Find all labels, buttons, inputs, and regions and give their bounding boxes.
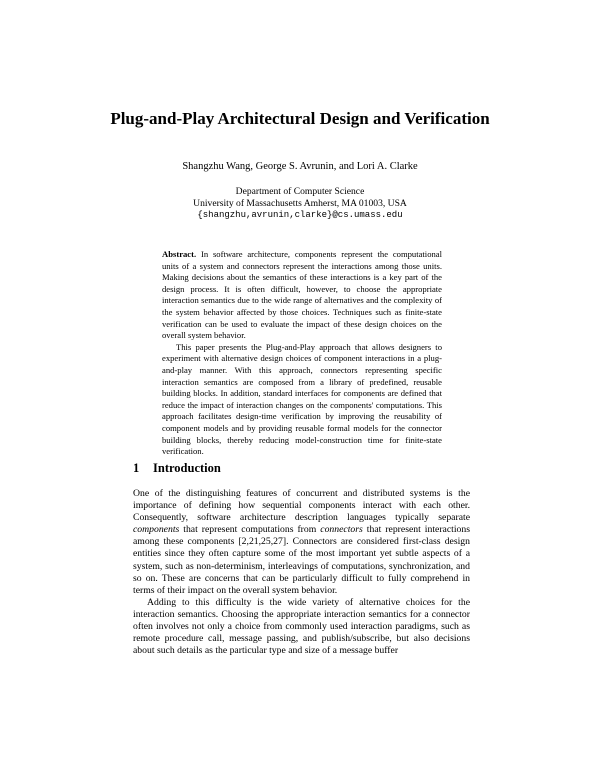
intro-body [133, 488, 470, 657]
department: Department of Computer Science [235, 186, 365, 197]
author-list: Shangzhu Wang, George S. Avrunin, and Lori A. Clarke [182, 161, 418, 172]
intro-text-1a: One of the distinguishing features of concurrent and distributed systems is the importance of defining how sequential components interact with each other. Consequently, software architecture description languages typically separate [133, 488, 470, 524]
section-number: 1 [133, 461, 140, 475]
section-heading [133, 461, 221, 476]
abstract-paragraph-1 [162, 249, 442, 342]
affiliation-block [0, 186, 600, 221]
university: University of Massachusetts Amherst, MA 01003, USA [193, 197, 407, 209]
intro-paragraph-1 [133, 488, 470, 597]
intro-paragraph-2: Adding to this difficulty is the wide variety of alternative choices for the interaction semantics. Choosing the appropriate interaction semantics for a connector often involves not only a choice from commonly used interaction paradigms, such as remote procedure call, message passing, and publish/subscribe, but also decisions about such details as the particular type and size of a message buffer [133, 596, 470, 657]
intro-text-1c: that represent interactions among these components [2,21,25,27]. Connectors are considered first-class design entities since they often capture some of the most important yet subtle aspects of a system, such as non-determinism, interleavings of computations, synchronization, and so on. These are concerns that can be particularly difficult to fully comprehend in terms of their impact on the overall system behavior. [133, 524, 470, 596]
abstract [162, 249, 442, 458]
intro-term-connectors: connectors [320, 524, 363, 536]
abstract-text-1: In software architecture, components represent the computational units of a system and connectors represent the interactions among those units. Making decisions about the semantics of these interactions is a key part of the design process. It is often difficult, however, to choose the appropriate interaction semantics due to the wide range of alternatives and the complexity of the system behavior affected by those choices. Techniques such as finite-state verification can be used to evaluate the impact of these design choices on the overall system behavior. [162, 249, 442, 341]
abstract-label: Abstract. [162, 249, 197, 259]
intro-text-1b: that represent computations from [179, 524, 321, 536]
paper-title: Plug-and-Play Architectural Design and Verification [110, 109, 490, 128]
email: {shangzhu,avrunin,clarke}@cs.umass.edu [197, 209, 403, 220]
abstract-paragraph-2: This paper presents the Plug-and-Play approach that allows designers to experiment with alternative design choices of component interactions in a plug-and-play manner. With this approach, connectors representing specific interaction semantics are composed from a library of predefined, reusable building blocks. In addition, standard interfaces for components are defined that reduce the impact of interaction changes on the components' computations. This approach facilitates design-time verification by improving the reusability of component models and by providing reusable formal models for the connector building blocks, thereby reducing model-construction time for finite-state verification. [162, 341, 442, 457]
section-title: Introduction [153, 461, 221, 475]
intro-term-components: components [133, 524, 180, 536]
